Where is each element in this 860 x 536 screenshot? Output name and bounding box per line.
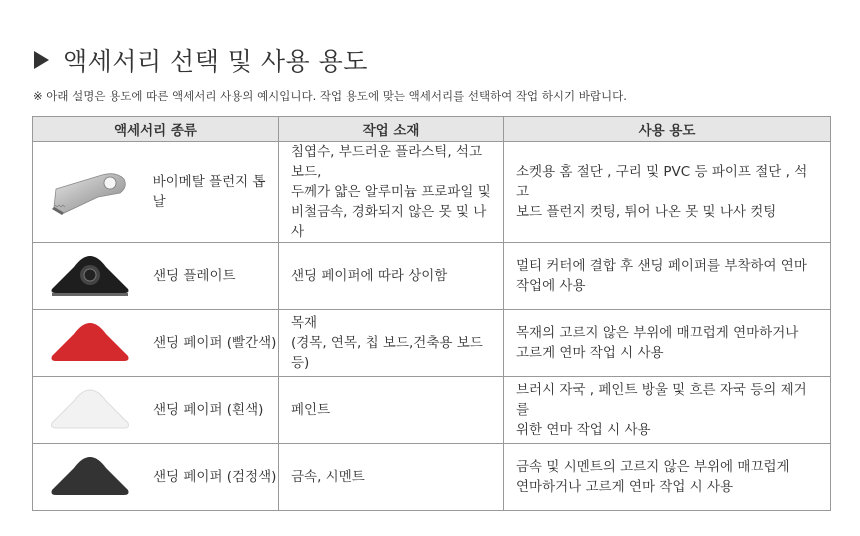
usage-line: 멀티 커터에 결합 후 샌딩 페이퍼를 부착하여 연마 [516,258,807,274]
table-row [33,310,831,377]
accessory-name: 샌딩 플레이트 [153,268,236,284]
material-line: 페인트 [291,402,331,418]
table-row [33,377,831,444]
usage-line: 목재의 고르지 않은 부위에 매끄럽게 연마하거나 [516,325,799,341]
header-usage: 사용 용도 [504,117,831,142]
black-sanding-paper-icon [41,444,139,510]
accessory-name: 샌딩 페이퍼 (빨간색) [153,335,277,351]
accessory-name: 바이메탈 플런지 톱날 [152,174,266,210]
table-row [33,243,831,310]
accessory-type-cell [33,142,279,243]
usage-line: 금속 및 시멘트의 고르지 않은 부위에 매끄럽게 [516,459,790,475]
usage-line: 소켓용 홈 절단 , 구리 및 PVC 등 파이프 절단 , 석고 [516,164,808,200]
material-line: (경목, 연목, 칩 보드,건축용 보드 등) [291,335,483,371]
usage-cell [504,243,831,310]
accessory-type-cell [33,310,279,377]
accessory-type-cell [33,377,279,444]
accessory-table [32,116,831,511]
material-cell [279,243,504,310]
sanding-plate-icon [41,243,139,309]
note-text: ※ 아래 설명은 용도에 따른 액세서리 사용의 예시입니다. 작업 용도에 맞는 액세서리를 선택하여 작업 하시기 바랍니다. [33,89,627,103]
material-line: 비철금속, 경화되지 않은 못 및 나사 [291,204,487,240]
header-accessory-type: 액세서리 종류 [33,117,279,142]
usage-line: 브러시 자국 , 페인트 방울 및 흐른 자국 등의 제거를 [516,382,807,418]
accessory-type-cell [33,444,279,511]
bimetal-plunge-blade-icon [41,159,139,225]
accessory-type-cell [33,243,279,310]
usage-line: 위한 연마 작업 시 사용 [516,422,651,438]
usage-cell [504,377,831,444]
accessory-name: 샌딩 페이퍼 (흰색) [153,402,264,418]
page-title: 액세서리 선택 및 사용 용도 [63,47,368,76]
usage-line: 고르게 연마 작업 시 사용 [516,345,664,361]
material-cell [279,142,504,243]
play-arrow-icon [34,51,49,69]
material-line: 샌딩 페이퍼에 따라 상이함 [291,268,448,284]
accessory-name: 샌딩 페이퍼 (검정색) [153,469,277,485]
usage-line: 보드 플런지 컷팅, 튀어 나온 못 및 나사 컷팅 [516,204,777,220]
table-row [33,142,831,243]
material-cell [279,377,504,444]
material-line: 침엽수, 부드러운 플라스틱, 석고보드, [291,144,482,180]
header-material: 작업 소재 [279,117,504,142]
material-line: 두께가 얇은 알루미늄 프로파일 및 [291,184,491,200]
material-line: 금속, 시멘트 [291,469,365,485]
table-row [33,444,831,511]
material-cell [279,444,504,511]
usage-cell [504,310,831,377]
usage-line: 작업에 사용 [516,278,586,294]
red-sanding-paper-icon [41,310,139,376]
usage-line: 연마하거나 고르게 연마 작업 시 사용 [516,479,734,495]
material-cell [279,310,504,377]
white-sanding-paper-icon [41,377,139,443]
usage-cell [504,142,831,243]
table-header-row [33,117,831,142]
usage-cell [504,444,831,511]
material-line: 목재 [291,315,318,331]
title-row [34,42,368,78]
